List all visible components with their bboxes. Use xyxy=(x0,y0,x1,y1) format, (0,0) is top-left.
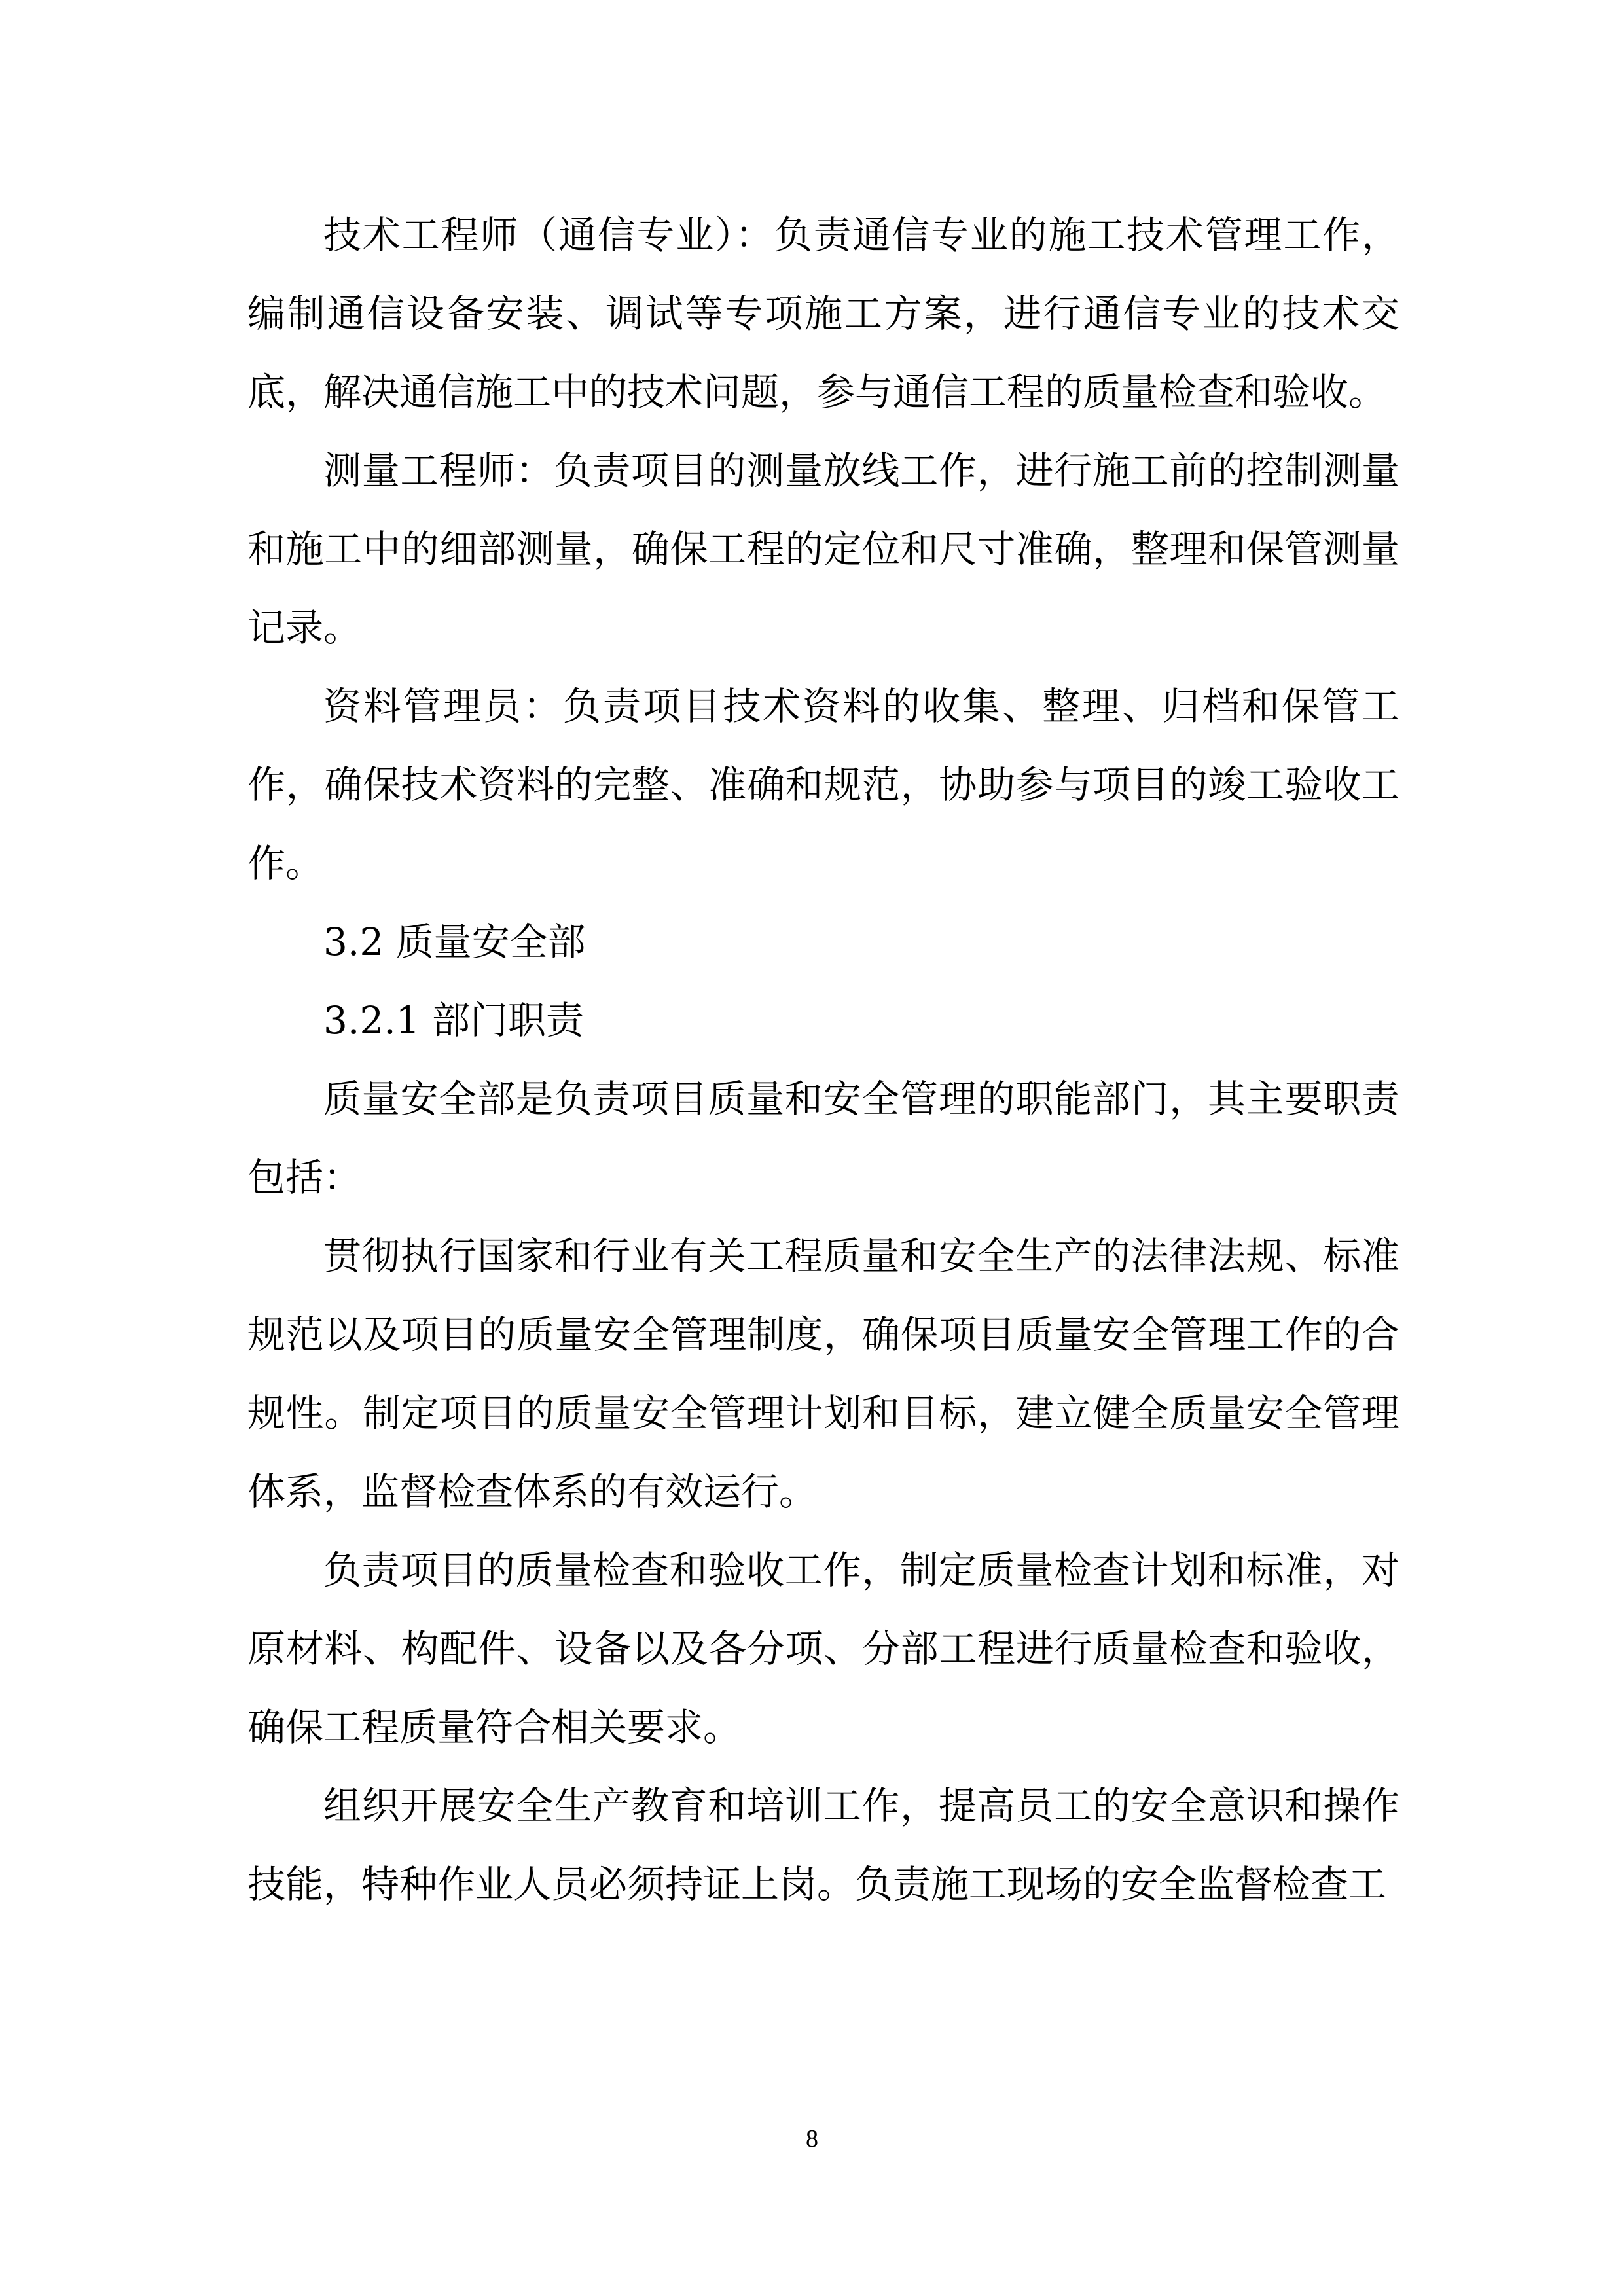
paragraph-department-intro: 质量安全部是负责项目质量和安全管理的职能部门，其主要职责包括： xyxy=(247,1077,1399,1200)
paragraph-tech-engineer-communication: 技术工程师（通信专业）：负责通信专业的施工技术管理工作，编制通信设备安装、调试等专项施工方案，进行通信专业的技术交底，解决通信施工中的技术问题，参与通信工程的质量检查和验收。 xyxy=(247,213,1399,414)
paragraph-safety-training: 组织开展安全生产教育和培训工作，提高员工的安全意识和操作技能，特种作业人员必须持证上岗。负责施工现场的安全监督检查工 xyxy=(247,1784,1399,1907)
paragraph-survey-engineer: 测量工程师：负责项目的测量放线工作，进行施工前的控制测量和施工中的细部测量，确保工程的定位和尺寸准确，整理和保管测量记录。 xyxy=(247,448,1399,650)
body-text xyxy=(247,196,1399,1924)
section-heading-3-2-1: 3.2.1 部门职责 xyxy=(323,998,585,1043)
paragraph-regulations: 贯彻执行国家和行业有关工程质量和安全生产的法律法规、标准规范以及项目的质量安全管理制度，确保项目质量安全管理工作的合规性。制定项目的质量安全管理计划和目标，建立健全质量安全管理体系，监督检查体系的有效运行。 xyxy=(247,1234,1399,1514)
paragraph-quality-inspection: 负责项目的质量检查和验收工作，制定质量检查计划和标准，对原材料、构配件、设备以及各分项、分部工程进行质量检查和验收，确保工程质量符合相关要求。 xyxy=(247,1548,1399,1749)
section-heading-3-2: 3.2 质量安全部 xyxy=(323,920,586,964)
page-number: 8 xyxy=(806,2125,818,2153)
paragraph-document-manager: 资料管理员：负责项目技术资料的收集、整理、归档和保管工作，确保技术资料的完整、准确和规范，协助参与项目的竣工验收工作。 xyxy=(247,684,1399,886)
